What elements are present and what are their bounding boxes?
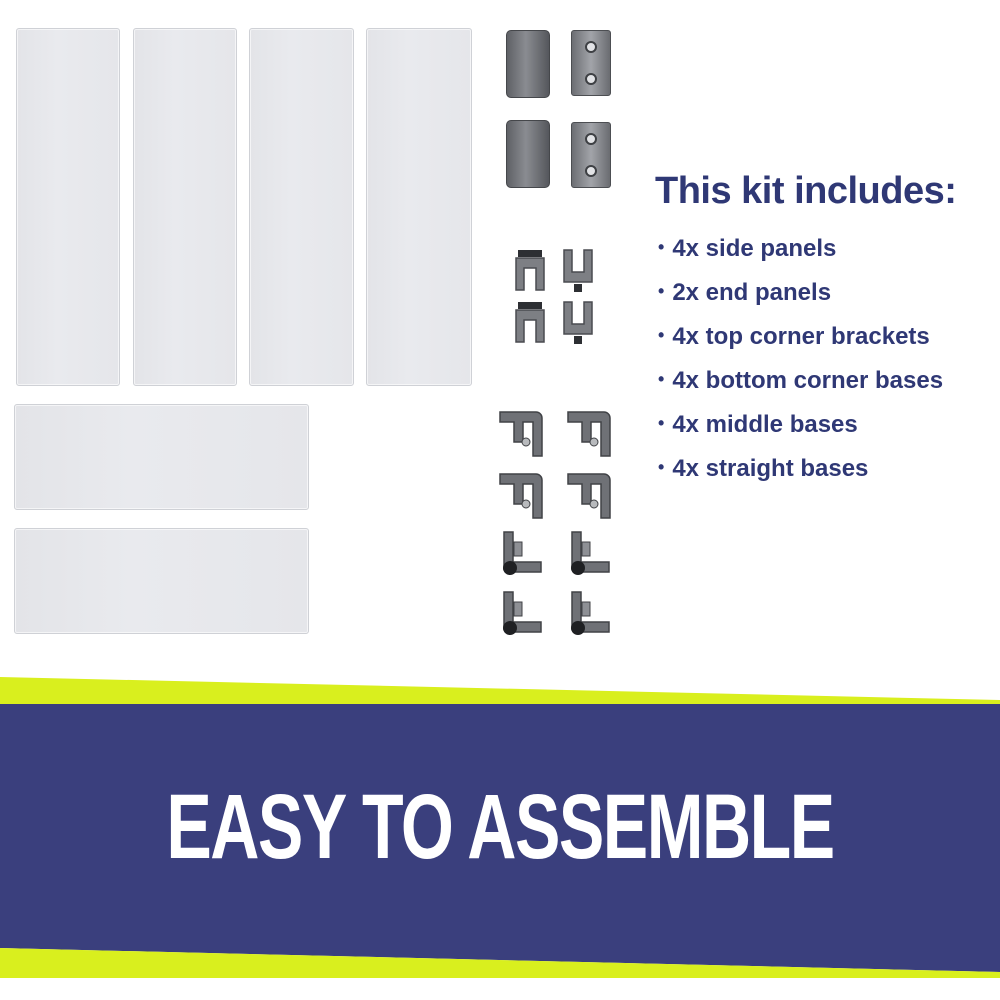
connector-part [512,298,548,348]
list-item [658,362,943,406]
banner-headline: EASY TO ASSEMBLE [166,776,834,878]
list-item-label: 4x side panels [672,235,837,262]
corner-base [564,588,616,646]
list-item [658,230,943,274]
corner-bracket [564,404,616,462]
list-item-label: 4x bottom corner bases [672,367,944,394]
corner-base [564,528,616,586]
bullet-icon: • [658,413,665,433]
connector-part [560,246,596,296]
bullet-icon: • [658,457,665,477]
list-item-label: 2x end panels [672,279,832,306]
list-item [658,274,943,318]
end-panel [14,404,309,510]
list-item-label: 4x middle bases [672,411,858,438]
kit-items-list [658,230,943,494]
bullet-icon: • [658,325,665,345]
plate-part [571,122,611,188]
list-item-label: 4x straight bases [672,455,869,482]
corner-bracket [496,404,548,462]
corner-base [496,588,548,646]
list-item [658,450,943,494]
side-panel [16,28,120,386]
kit-title: This kit includes: [655,170,957,212]
side-panel [249,28,354,386]
list-item [658,406,943,450]
corner-base [496,528,548,586]
bullet-icon: • [658,237,665,257]
list-item [658,318,943,362]
bullet-icon: • [658,281,665,301]
bullet-icon: • [658,369,665,389]
side-panel [133,28,237,386]
connector-part [560,298,596,348]
corner-bracket [496,466,548,524]
plate-part [571,30,611,96]
end-panel [14,528,309,634]
banner-white-bottom [0,978,1000,1000]
corner-bracket [564,466,616,524]
side-panel [366,28,472,386]
connector-part [512,246,548,296]
list-item-label: 4x top corner brackets [672,323,930,350]
clip-part [506,30,550,98]
clip-part [506,120,550,188]
